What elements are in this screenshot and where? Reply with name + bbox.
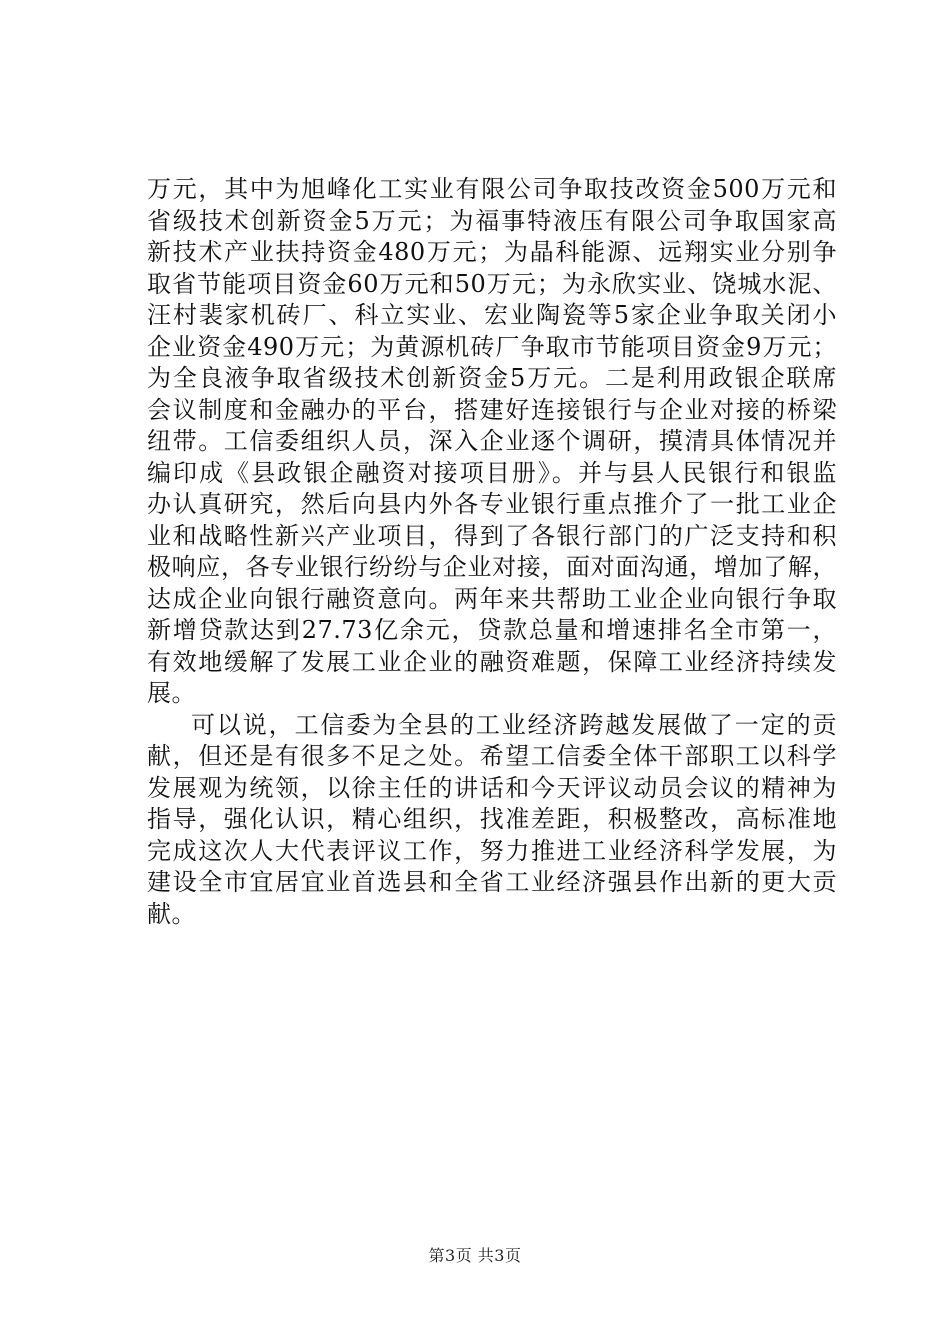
text-line: 取省节能项目资金60万元和50万元；为永欣实业、饶城水泥、 [147, 269, 837, 298]
text-line: 达成企业向银行融资意向。两年来共帮助工业企业向银行争取 [147, 584, 837, 613]
text-line: 献，但还是有很多不足之处。希望工信委全体干部职工以科学 [147, 742, 837, 770]
text-line: 企业资金490万元；为黄源机砖厂争取市节能项目资金9万元； [147, 332, 837, 361]
text-line: 为全良液争取省级技术创新资金5万元。二是利用政银企联席 [147, 364, 837, 392]
text-line: 有效地缓解了发展工业企业的融资难题，保障工业经济持续发 [147, 647, 837, 676]
text-line: 纽带。工信委组织人员，深入企业逐个调研，摸清具体情况并 [147, 427, 837, 455]
text-line: 发展观为统领，以徐主任的讲话和今天评议动员会议的精神为 [147, 773, 837, 802]
text-line: 编印成《县政银企融资对接项目册》。并与县人民银行和银监 [147, 458, 837, 487]
body-text [147, 174, 837, 930]
text-line: 汪村裴家机砖厂、科立实业、宏业陶瓷等5家企业争取关闭小 [147, 301, 837, 329]
text-line: 极响应，各专业银行纷纷与企业对接，面对面沟通，增加了解， [147, 553, 837, 581]
text-line: 献。 [147, 899, 196, 928]
text-line: 新技术产业扶持资金480万元；为晶科能源、远翔实业分别争 [147, 238, 837, 266]
text-line: 万元，其中为旭峰化工实业有限公司争取技改资金500万元和 [147, 175, 837, 203]
text-line: 完成这次人大代表评议工作，努力推进工业经济科学发展，为 [147, 836, 837, 865]
text-line: 办认真研究，然后向县内外各专业银行重点推介了一批工业企 [147, 490, 837, 518]
text-line: 省级技术创新资金5万元；为福事特液压有限公司争取国家高 [147, 206, 837, 235]
text-line: 业和战略性新兴产业项目，得到了各银行部门的广泛支持和积 [147, 521, 837, 550]
page-footer: 第3页 共3页 [428, 1246, 522, 1265]
text-line: 会议制度和金融办的平台，搭建好连接银行与企业对接的桥梁 [147, 395, 837, 424]
text-line: 新增贷款达到27.73亿余元，贷款总量和增速排名全市第一， [147, 616, 837, 644]
text-line: 指导，强化认识，精心组织，找准差距，积极整改，高标准地 [147, 805, 837, 833]
text-line: 展。 [147, 679, 196, 707]
text-line: 建设全市宜居宜业首选县和全省工业经济强县作出新的更大贡 [147, 868, 837, 896]
text-line: 可以说，工信委为全县的工业经济跨越发展做了一定的贡 [191, 710, 837, 739]
